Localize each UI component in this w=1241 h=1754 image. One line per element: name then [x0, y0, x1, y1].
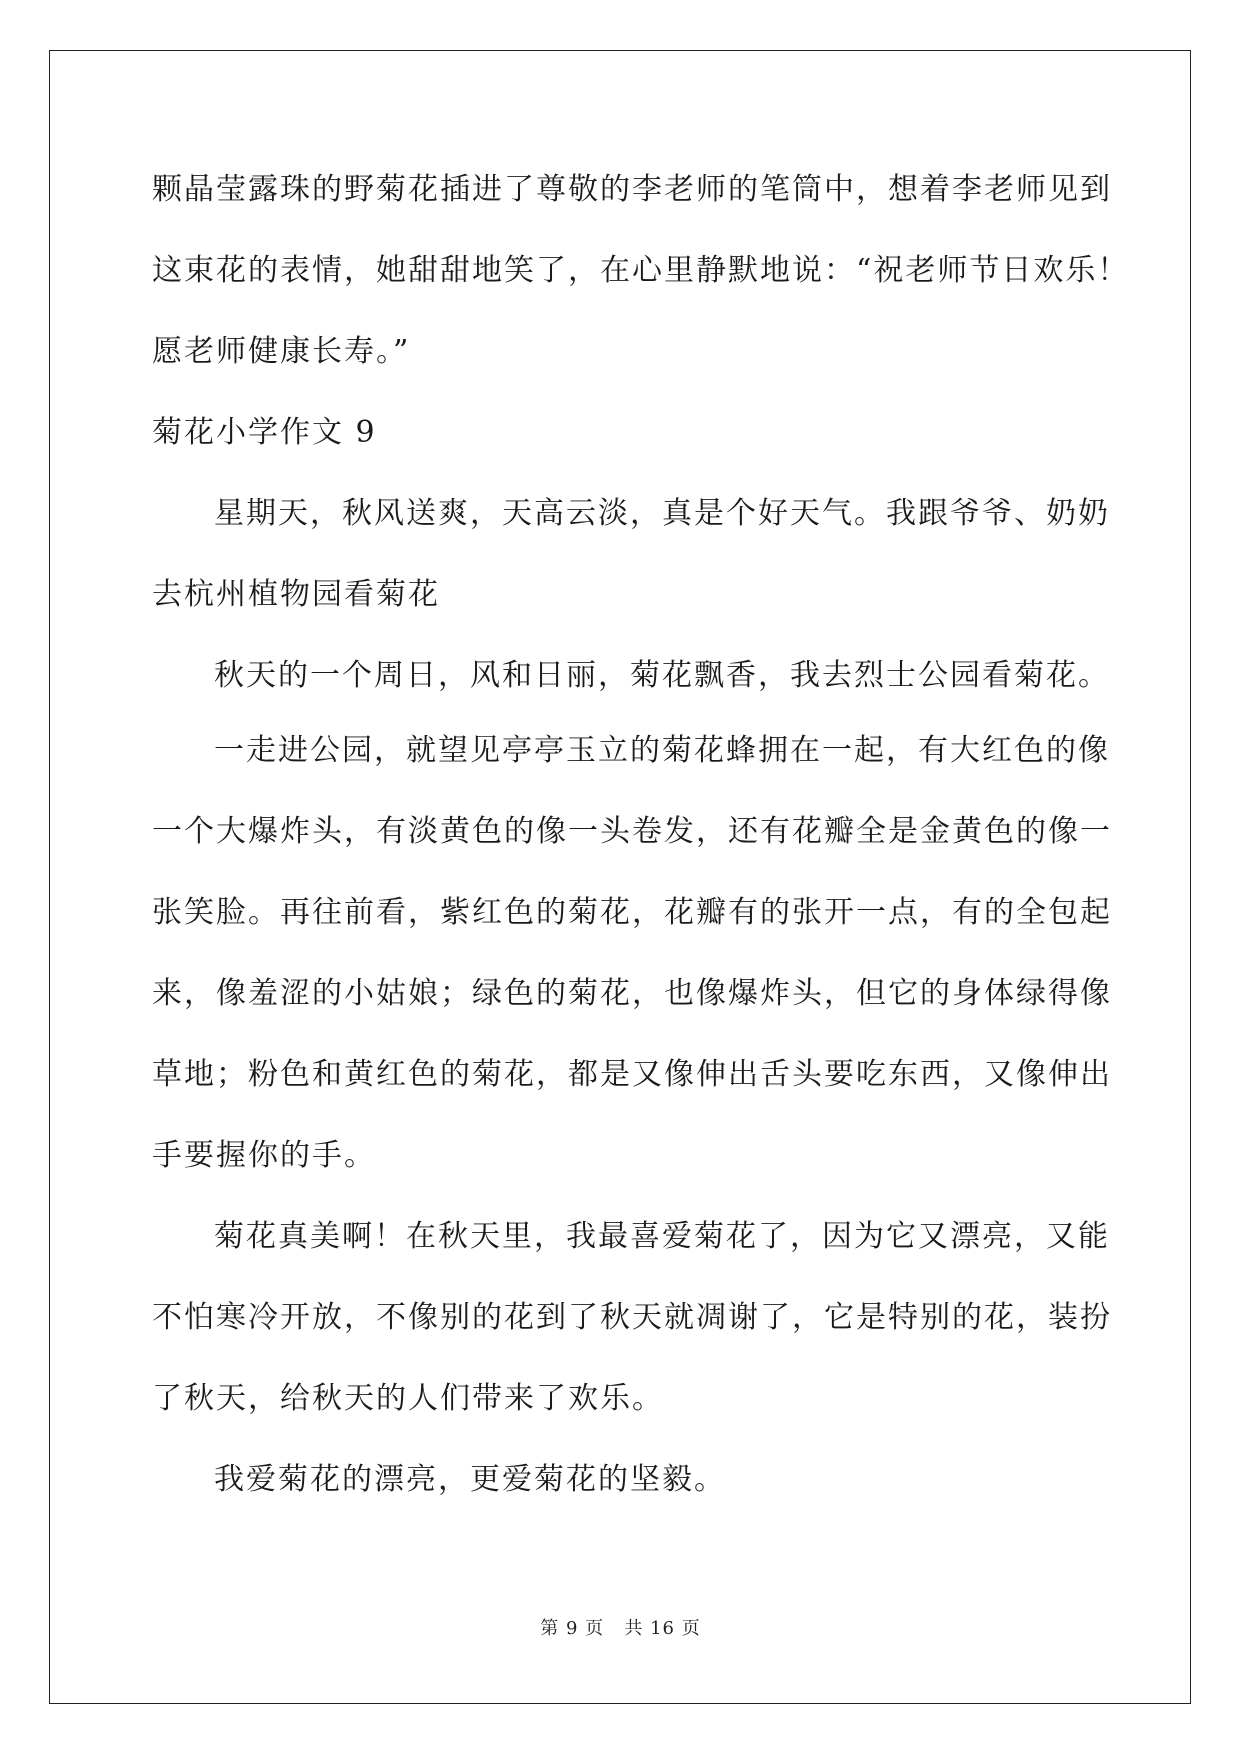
text-line: 这束花的表情，她甜甜地笑了，在心里静默地说：“祝老师节日欢乐！ — [152, 253, 1130, 288]
text-line: 了秋天，给秋天的人们带来了欢乐。 — [152, 1381, 664, 1416]
text-line: 去杭州植物园看菊花 — [152, 577, 440, 612]
document-body — [152, 161, 1130, 1532]
page-total: 共 16 页 — [624, 1618, 701, 1639]
text-line: 来，像羞涩的小姑娘；绿色的菊花，也像爆炸头，但它的身体绿得像 — [152, 976, 1112, 1011]
text-line: 草地；粉色和黄红色的菊花，都是又像伸出舌头要吃东西，又像伸出 — [152, 1057, 1112, 1092]
text-line: 秋天的一个周日，风和日丽，菊花飘香，我去烈士公园看菊花。 — [214, 658, 1110, 693]
page-number: 第 9 页 — [540, 1618, 605, 1639]
page-footer — [0, 1614, 1241, 1640]
text-line: 张笑脸。再往前看，紫红色的菊花，花瓣有的张开一点，有的全包起 — [152, 895, 1112, 930]
text-line: 颗晶莹露珠的野菊花插进了尊敬的李老师的笔筒中，想着李老师见到 — [152, 172, 1112, 207]
text-line: 一走进公园，就望见亭亭玉立的菊花蜂拥在一起，有大红色的像 — [214, 733, 1110, 768]
text-line: 愿老师健康长寿。” — [152, 334, 411, 369]
text-line: 星期天，秋风送爽，天高云淡，真是个好天气。我跟爷爷、奶奶 — [214, 496, 1110, 531]
section-heading: 菊花小学作文 9 — [152, 415, 377, 450]
text-line: 手要握你的手。 — [152, 1138, 376, 1173]
text-line: 一个大爆炸头，有淡黄色的像一头卷发，还有花瓣全是金黄色的像一 — [152, 814, 1112, 849]
text-line: 菊花真美啊！在秋天里，我最喜爱菊花了，因为它又漂亮，又能 — [214, 1219, 1110, 1254]
text-line: 不怕寒冷开放，不像别的花到了秋天就凋谢了，它是特别的花，装扮 — [152, 1300, 1112, 1335]
footer-spacer — [604, 1618, 624, 1639]
text-line: 我爱菊花的漂亮，更爱菊花的坚毅。 — [214, 1462, 726, 1497]
